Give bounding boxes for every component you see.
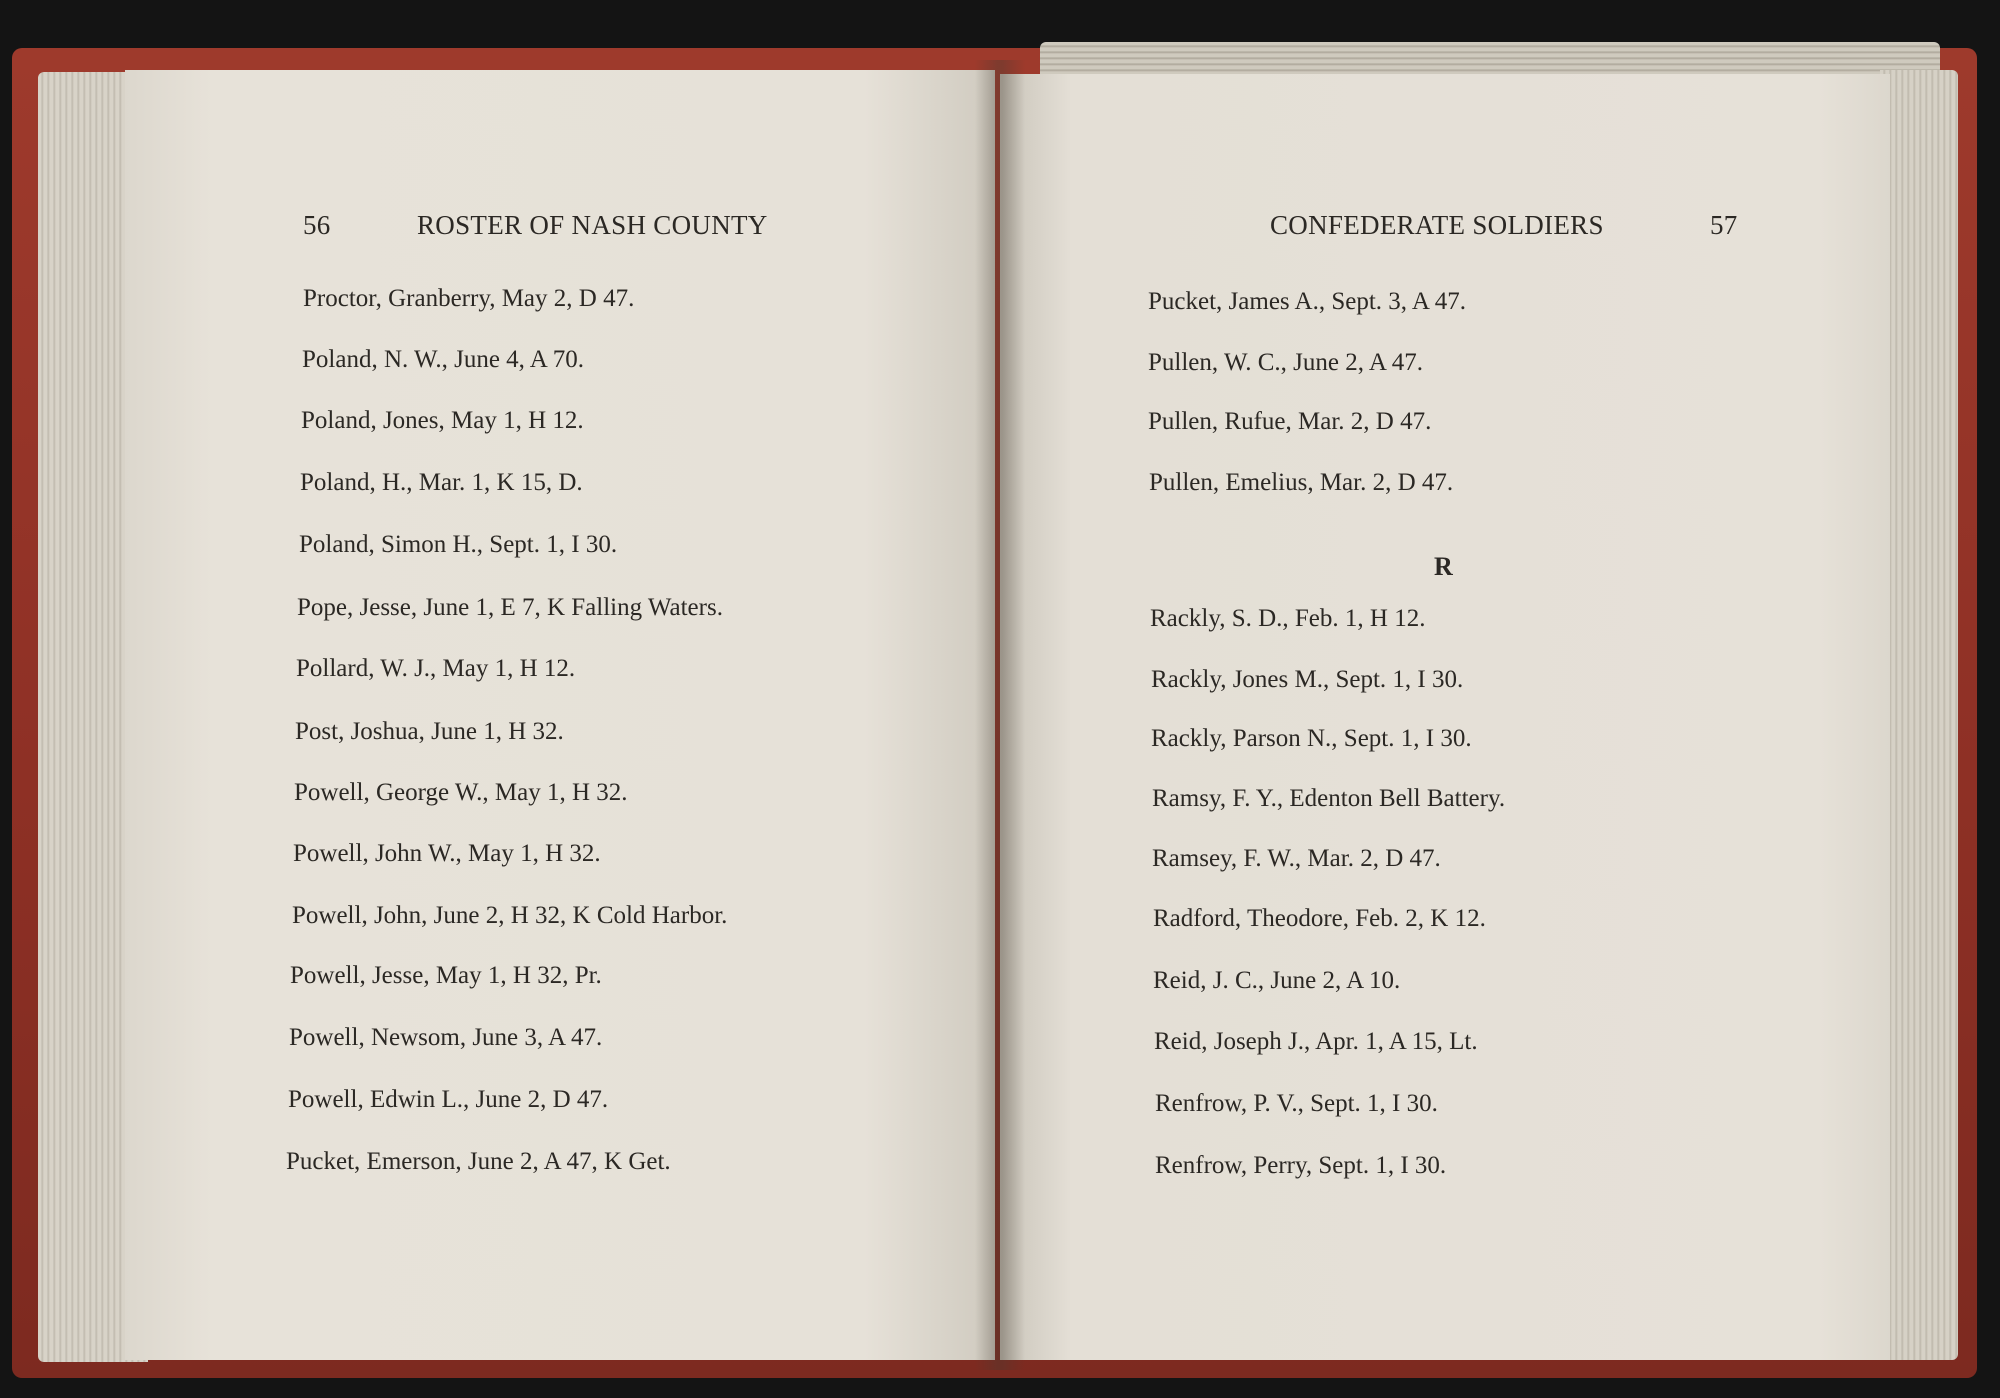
roster-entry: Renfrow, Perry, Sept. 1, I 30. [1155, 1152, 1447, 1179]
roster-entry: Poland, N. W., June 4, A 70. [302, 346, 584, 373]
roster-entry: Powell, Newsom, June 3, A 47. [289, 1024, 603, 1051]
roster-entry: Rackly, Jones M., Sept. 1, I 30. [1151, 666, 1464, 693]
roster-entry: Proctor, Granberry, May 2, D 47. [303, 285, 635, 312]
roster-entry: Post, Joshua, June 1, H 32. [295, 718, 564, 745]
roster-entry: Powell, John, June 2, H 32, K Cold Harbor. [292, 902, 728, 929]
roster-entry: Powell, John W., May 1, H 32. [293, 840, 601, 867]
roster-entry: Rackly, Parson N., Sept. 1, I 30. [1151, 725, 1472, 752]
roster-entry: Pucket, James A., Sept. 3, A 47. [1148, 288, 1467, 315]
roster-entry: Pollard, W. J., May 1, H 12. [296, 655, 576, 682]
roster-entry: Radford, Theodore, Feb. 2, K 12. [1153, 905, 1486, 932]
roster-entry: Ramsey, F. W., Mar. 2, D 47. [1152, 845, 1441, 872]
right-page-number: 57 [1710, 210, 1738, 240]
roster-entry: Rackly, S. D., Feb. 1, H 12. [1150, 605, 1426, 632]
roster-entry: Pucket, Emerson, June 2, A 47, K Get. [286, 1148, 671, 1175]
roster-entry: Pope, Jesse, June 1, E 7, K Falling Waters. [297, 594, 723, 621]
roster-entry: Powell, Edwin L., June 2, D 47. [288, 1086, 609, 1113]
roster-entry: Reid, Joseph J., Apr. 1, A 15, Lt. [1154, 1028, 1478, 1055]
roster-entry: Powell, George W., May 1, H 32. [294, 779, 628, 806]
roster-entry: Reid, J. C., June 2, A 10. [1153, 967, 1401, 994]
roster-entry: Poland, Jones, May 1, H 12. [301, 407, 584, 434]
left-page-number: 56 [303, 210, 331, 240]
roster-entry: Renfrow, P. V., Sept. 1, I 30. [1155, 1090, 1438, 1117]
page-edges-right [1880, 70, 1958, 1360]
book-gutter [975, 60, 1025, 1370]
roster-entry: Pullen, W. C., June 2, A 47. [1148, 349, 1424, 376]
page-edges-top [1040, 42, 1940, 78]
roster-entry: Poland, H., Mar. 1, K 15, D. [300, 469, 583, 496]
roster-entry: Pullen, Emelius, Mar. 2, D 47. [1149, 469, 1454, 496]
roster-entry: Pullen, Rufue, Mar. 2, D 47. [1148, 408, 1432, 435]
roster-entry: Poland, Simon H., Sept. 1, I 30. [299, 531, 618, 558]
left-running-head: ROSTER OF NASH COUNTY [417, 210, 768, 240]
roster-entry: Powell, Jesse, May 1, H 32, Pr. [290, 962, 602, 989]
roster-entry: Ramsy, F. Y., Edenton Bell Battery. [1152, 785, 1506, 812]
section-letter: R [1434, 552, 1453, 581]
right-running-head: CONFEDERATE SOLDIERS [1270, 210, 1604, 240]
